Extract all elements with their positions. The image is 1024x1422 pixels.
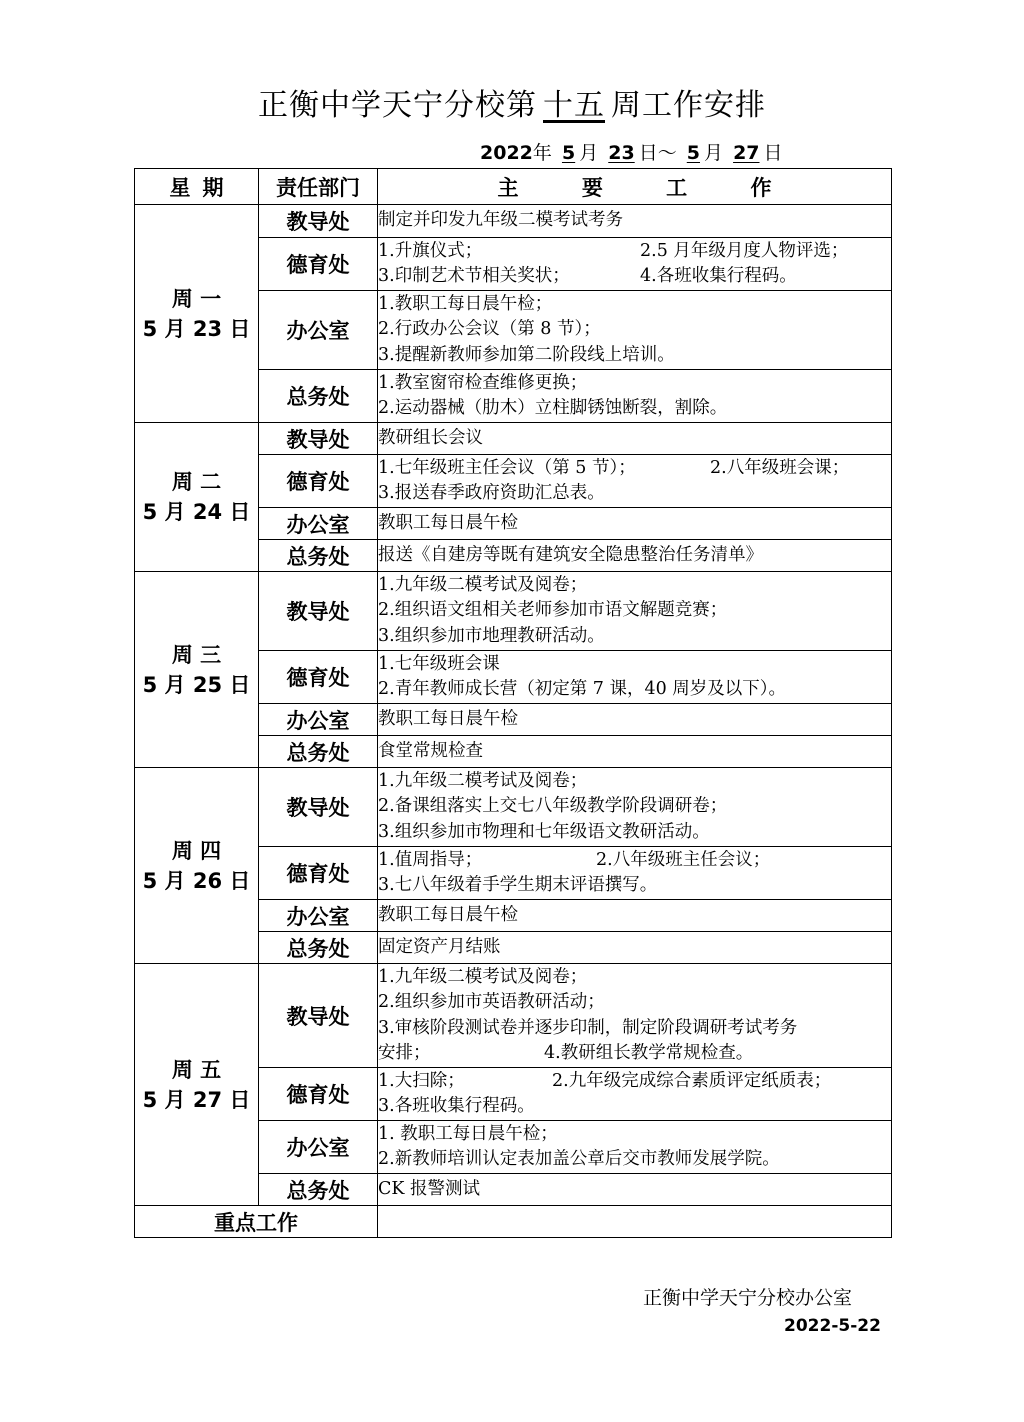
day-cell-tue: 周 二 5 月 24 日 <box>135 423 259 572</box>
work-cell: CK 报警测试 <box>378 1174 892 1206</box>
dept-cell: 德育处 <box>259 238 378 291</box>
work-cell: 报送《自建房等既有建筑安全隐患整治任务清单》 <box>378 540 892 572</box>
key-work-label: 重点工作 <box>135 1206 378 1238</box>
dept-cell: 总务处 <box>259 932 378 964</box>
dept-cell: 办公室 <box>259 704 378 736</box>
key-work-row <box>135 1206 892 1238</box>
work-cell: 教职工每日晨午检 <box>378 508 892 540</box>
footer-office: 正衡中学天宁分校办公室 <box>643 1287 853 1309</box>
work-cell: 教职工每日晨午检 <box>378 900 892 932</box>
schedule-table <box>134 168 892 1238</box>
work-cell: 教研组长会议 <box>378 423 892 455</box>
dept-cell: 总务处 <box>259 370 378 423</box>
key-work-content <box>378 1206 892 1238</box>
dept-cell: 教导处 <box>259 572 378 651</box>
dept-cell: 办公室 <box>259 291 378 370</box>
dept-cell: 教导处 <box>259 964 378 1068</box>
dept-cell: 办公室 <box>259 1121 378 1174</box>
work-cell: 1.大扫除； 2.九年级完成综合素质评定纸质表； 3.各班收集行程码。 <box>378 1068 892 1121</box>
work-cell: 1.值周指导； 2.八年级班主任会议； 3.七八年级着手学生期末评语撰写。 <box>378 847 892 900</box>
day-cell-thu: 周 四 5 月 26 日 <box>135 768 259 964</box>
work-cell: 1.教室窗帘检查维修更换； 2.运动器械（肋木）立柱脚锈蚀断裂，割除。 <box>378 370 892 423</box>
header-dept: 责任部门 <box>259 169 378 205</box>
work-cell: 1.九年级二模考试及阅卷； 2.组织语文组相关老师参加市语文解题竞赛； 3.组织参加市地理教研活动。 <box>378 572 892 651</box>
dept-cell: 总务处 <box>259 1174 378 1206</box>
header-row <box>135 169 892 205</box>
table-row <box>135 964 892 1068</box>
header-day: 星期 <box>135 169 259 205</box>
work-cell: 教职工每日晨午检 <box>378 704 892 736</box>
work-cell: 1. 教职工每日晨午检； 2.新教师培训认定表加盖公章后交市教师发展学院。 <box>378 1121 892 1174</box>
table-row <box>135 768 892 847</box>
dept-cell: 德育处 <box>259 455 378 508</box>
page-title: 正衡中学天宁分校第 十五 周工作安排 <box>258 88 766 123</box>
work-cell: 食堂常规检查 <box>378 736 892 768</box>
work-cell: 固定资产月结账 <box>378 932 892 964</box>
table-row <box>135 205 892 238</box>
header-work: 主 要 工 作 <box>378 169 892 205</box>
day-cell-wed: 周 三 5 月 25 日 <box>135 572 259 768</box>
day-cell-mon: 周 一 5 月 23 日 <box>135 205 259 423</box>
work-cell: 1.九年级二模考试及阅卷； 2.备课组落实上交七八年级教学阶段调研卷； 3.组织参加市物理和七年级语文教研活动。 <box>378 768 892 847</box>
work-cell: 1.七年级班主任会议（第 5 节）； 2.八年级班会课； 3.报送春季政府资助汇总表。 <box>378 455 892 508</box>
dept-cell: 总务处 <box>259 736 378 768</box>
dept-cell: 教导处 <box>259 768 378 847</box>
dept-cell: 教导处 <box>259 423 378 455</box>
dept-cell: 教导处 <box>259 205 378 238</box>
work-cell: 1.教职工每日晨午检； 2.行政办公会议（第 8 节）； 3.提醒新教师参加第二阶段线上培训。 <box>378 291 892 370</box>
work-cell: 1.九年级二模考试及阅卷； 2.组织参加市英语教研活动； 3.审核阶段测试卷并逐步印制，制定阶段调研考试考务 安排； 4.教研组长教学常规检查。 <box>378 964 892 1068</box>
table-row <box>135 423 892 455</box>
work-cell: 制定并印发九年级二模考试考务 <box>378 205 892 238</box>
dept-cell: 总务处 <box>259 540 378 572</box>
table-row <box>135 572 892 651</box>
day-cell-fri: 周 五 5 月 27 日 <box>135 964 259 1206</box>
dept-cell: 德育处 <box>259 847 378 900</box>
work-cell: 1.七年级班会课 2.青年教师成长营（初定第 7 课，40 周岁及以下）。 <box>378 651 892 704</box>
dept-cell: 德育处 <box>259 1068 378 1121</box>
dept-cell: 办公室 <box>259 508 378 540</box>
dept-cell: 办公室 <box>259 900 378 932</box>
dept-cell: 德育处 <box>259 651 378 704</box>
footer-date: 2022-5-22 <box>784 1316 881 1336</box>
work-cell: 1.升旗仪式； 2.5 月年级月度人物评选； 3.印制艺术节相关奖状； 4.各班收集行程码。 <box>378 238 892 291</box>
week-number: 十五 <box>543 88 605 123</box>
date-range: 2022年 5 月 23 日～ 5 月 27 日 <box>480 142 783 164</box>
